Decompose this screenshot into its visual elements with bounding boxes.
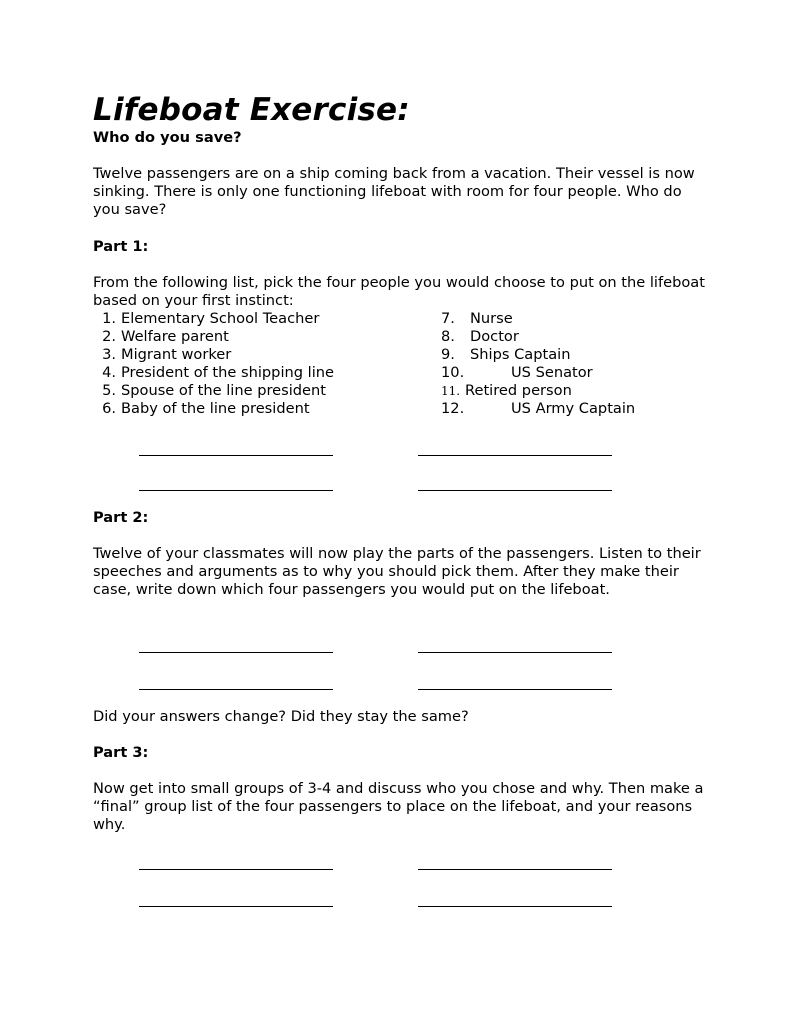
- list-item-label: Baby of the line president: [121, 400, 310, 417]
- list-item: [441, 310, 635, 328]
- passenger-list-right: [441, 310, 635, 418]
- list-item-number: 3.: [102, 346, 116, 363]
- answer-line[interactable]: [418, 652, 612, 653]
- answer-line[interactable]: [139, 906, 333, 907]
- list-item: [92, 328, 334, 346]
- part1-instructions: From the following list, pick the four people you would choose to put on the lifeboat based on your first instinct:: [93, 274, 705, 309]
- list-item: [92, 310, 334, 328]
- list-item: [441, 364, 635, 382]
- passenger-list-left: [92, 310, 334, 418]
- answer-line[interactable]: [139, 455, 333, 456]
- answer-line[interactable]: [139, 490, 333, 491]
- list-item-label: US Army Captain: [511, 400, 636, 417]
- list-item-number: 10.: [441, 364, 465, 381]
- list-item-label: Migrant worker: [121, 346, 232, 363]
- list-item-number: 11.: [441, 384, 461, 398]
- list-item-number: 4.: [102, 364, 116, 381]
- list-item: [441, 382, 635, 400]
- part2-question: Did your answers change? Did they stay the same?: [93, 708, 469, 725]
- answer-line[interactable]: [418, 869, 612, 870]
- part1-heading: Part 1:: [93, 238, 149, 255]
- list-item-label: Retired person: [465, 382, 572, 399]
- answer-line[interactable]: [418, 689, 612, 690]
- answer-line[interactable]: [139, 652, 333, 653]
- list-item-label: Nurse: [470, 310, 513, 327]
- subtitle: Who do you save?: [93, 129, 242, 146]
- part2-instructions: Twelve of your classmates will now play the parts of the passengers. Listen to their speeches and arguments as to why you should pick them. After they make their case, write down which four passengers you would put on the lifeboat.: [93, 545, 701, 598]
- list-item-number: 6.: [102, 400, 116, 417]
- list-item-label: President of the shipping line: [121, 364, 334, 381]
- list-item-number: 8.: [441, 328, 455, 345]
- list-item: [92, 346, 334, 364]
- answer-line[interactable]: [139, 869, 333, 870]
- list-item-label: Elementary School Teacher: [121, 310, 320, 327]
- list-item-label: Spouse of the line president: [121, 382, 326, 399]
- list-item-number: 7.: [441, 310, 455, 327]
- list-item-number: 9.: [441, 346, 455, 363]
- intro-paragraph: Twelve passengers are on a ship coming back from a vacation. Their vessel is now sinking. There is only one functioning lifeboat with room for four people. Who do you save?: [93, 165, 695, 218]
- list-item: [441, 346, 635, 364]
- part3-heading: Part 3:: [93, 744, 149, 761]
- list-item: [441, 328, 635, 346]
- page-title: Lifeboat Exercise:: [93, 92, 410, 128]
- part2-heading: Part 2:: [93, 509, 149, 526]
- list-item: [441, 400, 635, 418]
- list-item-label: Welfare parent: [121, 328, 229, 345]
- part3-instructions: Now get into small groups of 3-4 and discuss who you chose and why. Then make a “final” group list of the four passengers to place on the lifeboat, and your reasons why.: [93, 780, 704, 833]
- list-item-label: Ships Captain: [470, 346, 571, 363]
- list-item-number: 2.: [102, 328, 116, 345]
- answer-line[interactable]: [418, 490, 612, 491]
- answer-line[interactable]: [418, 455, 612, 456]
- list-item-label: US Senator: [511, 364, 593, 381]
- answer-line[interactable]: [139, 689, 333, 690]
- list-item-number: 1.: [102, 310, 116, 327]
- list-item: [92, 364, 334, 382]
- list-item: [92, 382, 334, 400]
- list-item-label: Doctor: [470, 328, 519, 345]
- list-item-number: 12.: [441, 400, 465, 417]
- list-item: [92, 400, 334, 418]
- list-item-number: 5.: [102, 382, 116, 399]
- answer-line[interactable]: [418, 906, 612, 907]
